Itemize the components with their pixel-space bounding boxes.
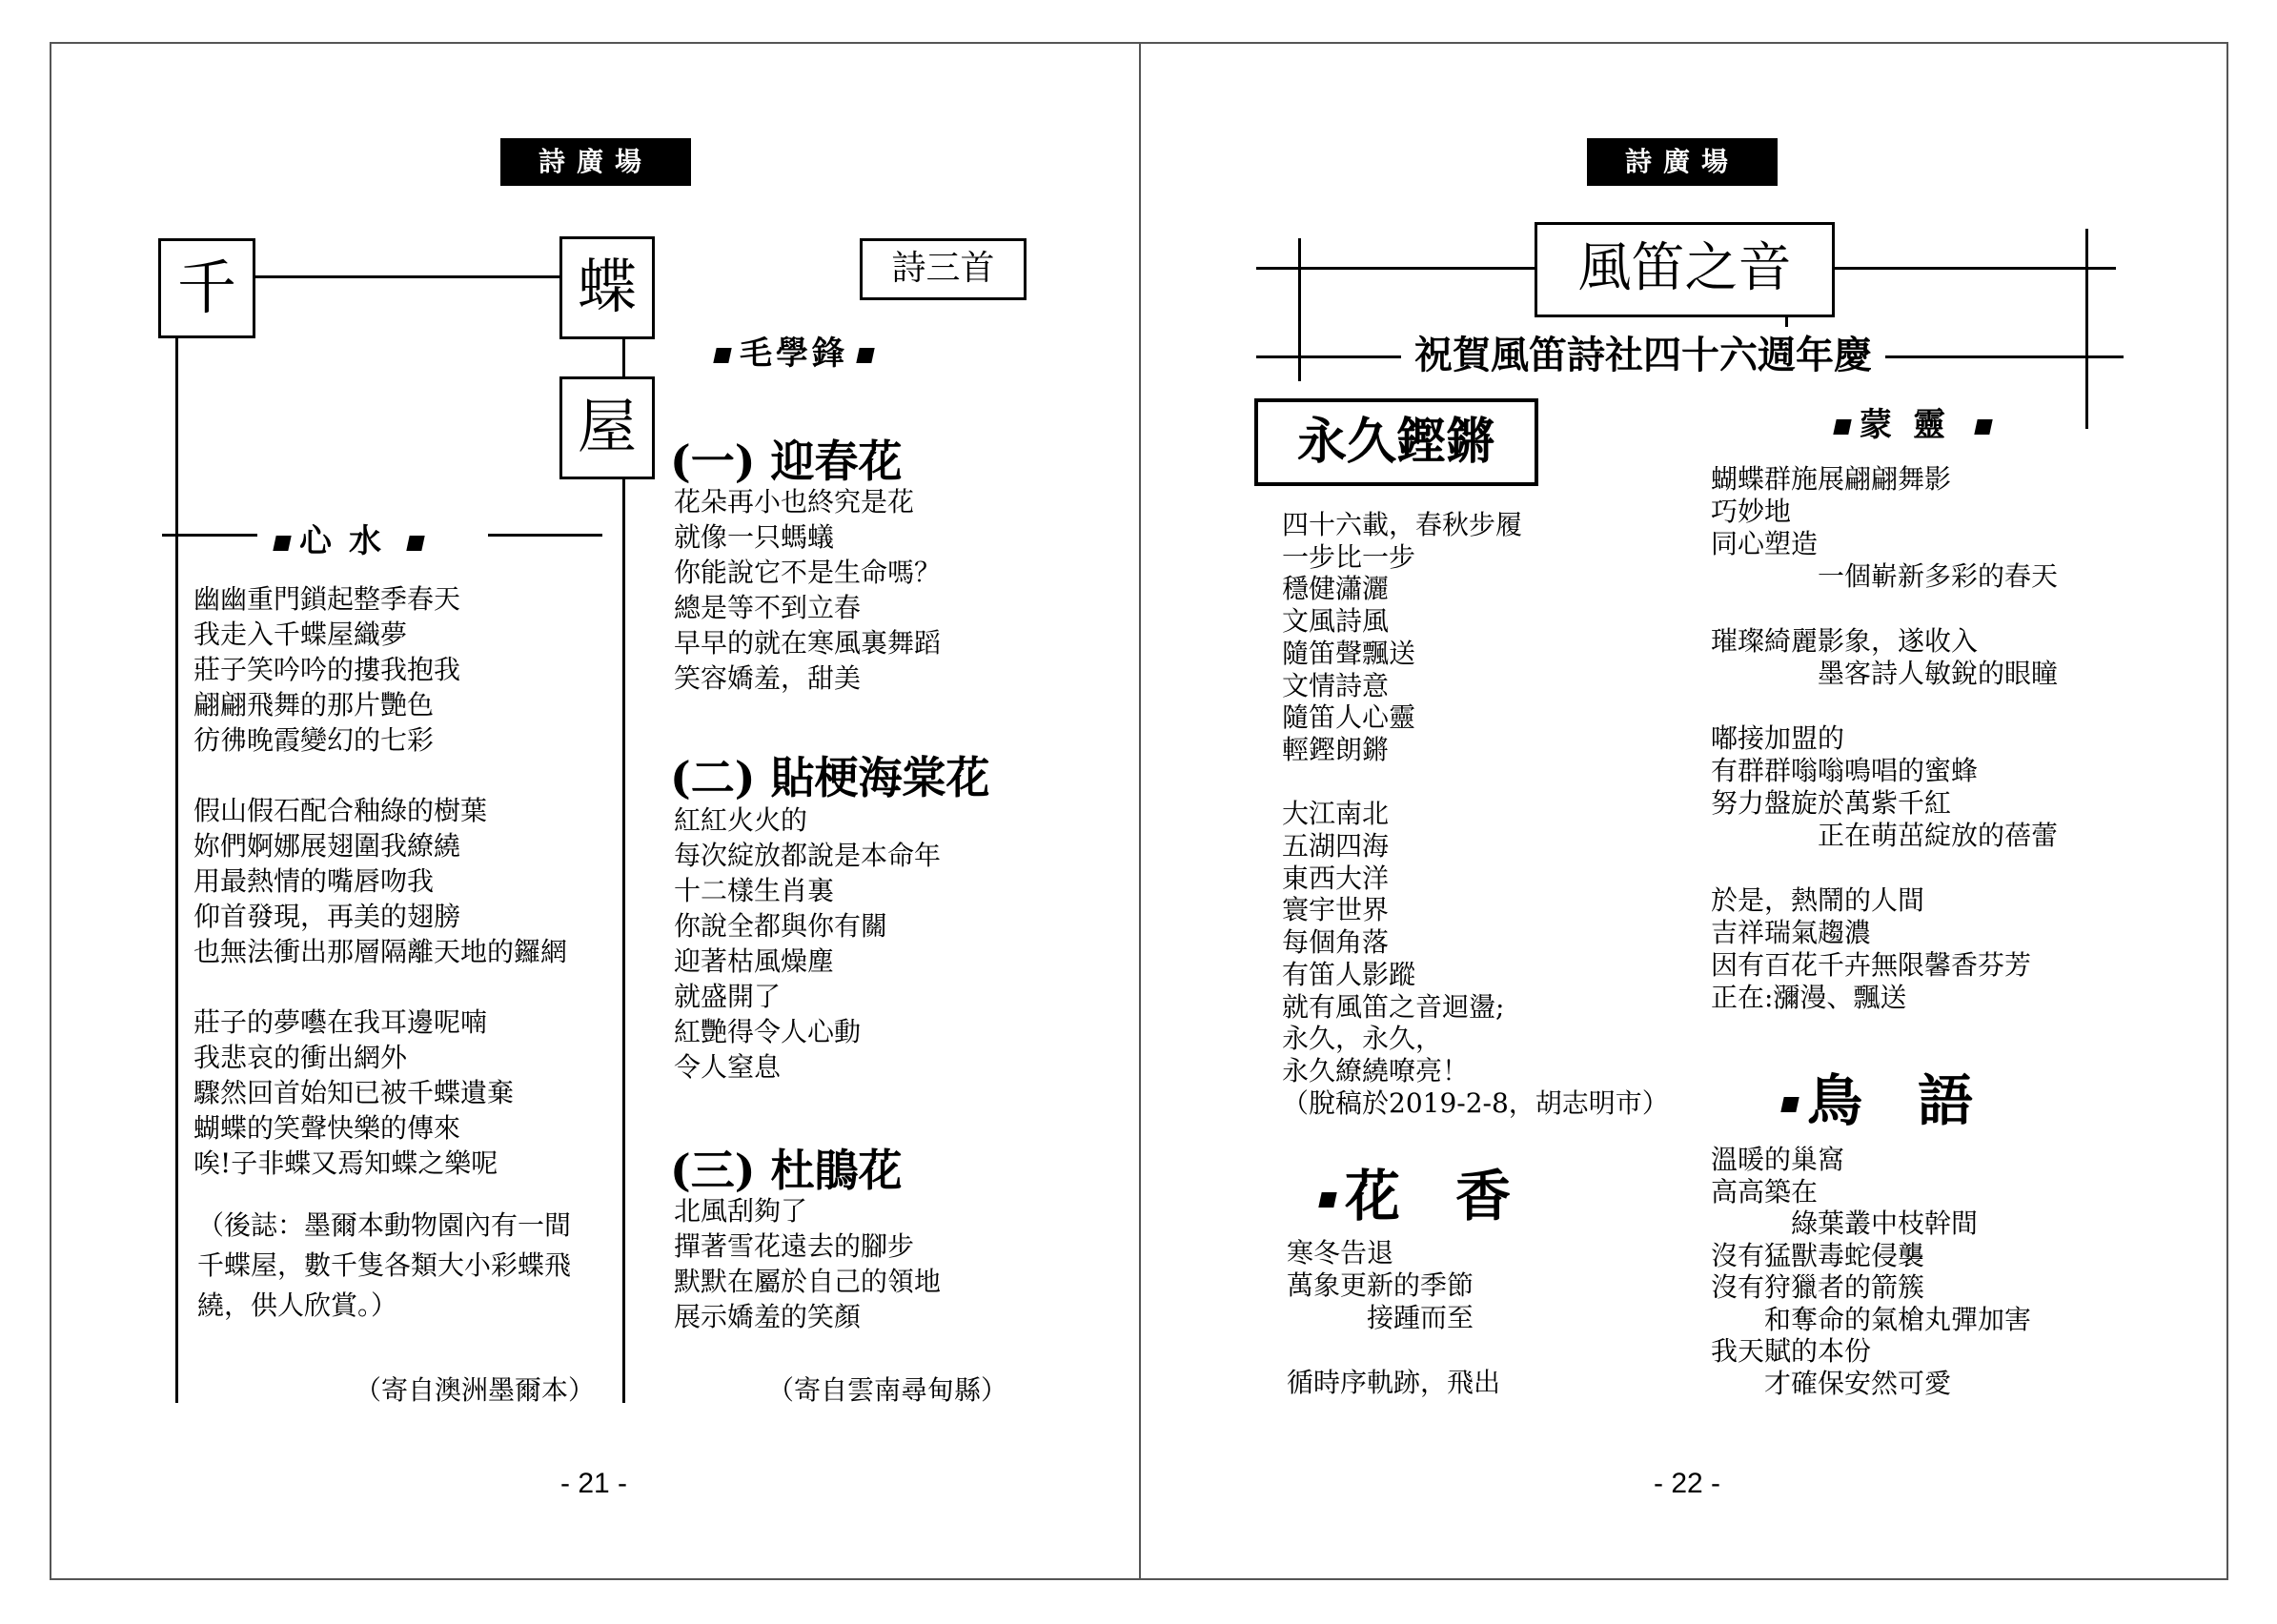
poem-line: 接踵而至: [1287, 1302, 1474, 1333]
poem-line: 每次綻放都說是本命年: [674, 840, 942, 871]
poem-line: 才確保安然可愛: [1711, 1367, 1952, 1399]
poem-thousand-butterfly-house: [193, 581, 567, 1181]
poem-line: 綠葉叢中枝幹間: [1711, 1208, 1979, 1239]
poem-winter-jasmine: [674, 484, 941, 696]
poem-line: [193, 969, 567, 1005]
poem-flower-fragrance: [1287, 1237, 1500, 1399]
poem-line: 用最熱情的嘴唇吻我: [193, 865, 435, 897]
author-xinshui: 心水: [265, 515, 433, 561]
poem-line: 紅艷得令人心動: [674, 1016, 862, 1047]
poem-line: 驟然回首始知已被千蝶遺棄: [193, 1077, 515, 1108]
poem-line: 有笛人影蹤: [1282, 958, 1416, 990]
poem-line: 循時序軌跡，飛出: [1287, 1367, 1501, 1398]
poem-line: 莊子的夢囈在我耳邊呢喃: [193, 1006, 488, 1038]
poem-line: 蝴蝶的笑聲快樂的傳來: [193, 1112, 461, 1144]
poem-line: 每個角落: [1282, 926, 1390, 959]
source-yunnan: （寄自雲南尋甸縣）: [767, 1374, 1008, 1406]
poem-line: 努力盤旋於萬紫千紅: [1711, 787, 1952, 819]
poem-line: 十二樣生肖裏: [674, 875, 835, 906]
square-bullet-icon: [1780, 1097, 1799, 1112]
poem-line: 默默在屬於自己的領地: [674, 1266, 942, 1297]
poem-line: 璀璨綺麗影象，遂收入: [1711, 625, 1979, 657]
poem-line: 令人窒息: [674, 1051, 782, 1083]
title-char-box-1: 千: [158, 238, 255, 338]
source-melbourne: （寄自澳洲墨爾本）: [355, 1374, 596, 1406]
poem-line: 你說全都與你有關: [674, 910, 888, 942]
poem-flower-fragrance-continued: [1711, 463, 2058, 1014]
poem-title-3: (三) 杜鵑花: [670, 1145, 903, 1196]
poem-forever-resonant: [1282, 509, 1669, 1119]
poem-line: 和奪命的氣槍丸彈加害: [1711, 1303, 2032, 1335]
poem-line: 永久，永久，: [1282, 1023, 1443, 1055]
poem-line: [1287, 1334, 1500, 1367]
poem-line: 五湖四海: [1282, 830, 1390, 863]
left-header-badge: 詩廣場: [500, 138, 691, 186]
poem-line: 萬象更新的季節: [1287, 1269, 1474, 1301]
poem-line: 我悲哀的衝出網外: [193, 1042, 408, 1073]
poem-line: 文風詩風: [1282, 605, 1390, 638]
poem-flowering-quince: [674, 802, 941, 1085]
poem-line: 你能說它不是生命嗎？: [674, 557, 942, 588]
poem-azalea: [674, 1193, 941, 1334]
series-title-box: 詩三首: [860, 238, 1027, 300]
spine-divider: [1139, 42, 1141, 1580]
poem-line: 展示嬌羞的笑顏: [674, 1301, 862, 1332]
poem-line: 莊子笑吟吟的摟我抱我: [193, 654, 461, 685]
poem-line: [193, 758, 567, 793]
poem-line: 幽幽重門鎖起整季春天: [193, 583, 461, 615]
square-bullet-icon: [1318, 1192, 1336, 1208]
poem-line: 有群群嗡嗡鳴唱的蜜蜂: [1711, 755, 1979, 786]
square-bullet-icon: [856, 348, 874, 363]
poem-line: 仰首發現，再美的翅膀: [193, 901, 461, 932]
poem-line: 迎著枯風燥塵: [674, 945, 835, 977]
poem-line: 同心塑造: [1711, 528, 1819, 559]
main-title-box: 風笛之音: [1535, 222, 1835, 317]
poem-line: （後誌：墨爾本動物園內有一間: [197, 1209, 572, 1241]
poem-line: 千蝶屋，數千隻各類大小彩蝶飛: [197, 1249, 572, 1281]
poem-line: 繞，供人欣賞。）: [197, 1289, 398, 1321]
poem-line: （脫稿於2019-2-8，胡志明市）: [1282, 1086, 1669, 1119]
poem-line: 寰宇世界: [1282, 894, 1390, 926]
poem-line: 一步比一步: [1282, 540, 1416, 573]
poem-title-bird-song: 鳥 語: [1773, 1056, 1973, 1136]
square-bullet-icon: [713, 348, 731, 363]
square-bullet-icon: [1833, 419, 1851, 435]
poem-line: 就有風笛之音迴盪;: [1282, 990, 1505, 1023]
right-header-badge: 詩廣場: [1587, 138, 1778, 186]
poem-line: 就盛開了: [674, 981, 782, 1012]
poem-line: 因有百花千卉無限馨香芬芳: [1711, 949, 2032, 981]
poem-line: 巧妙地: [1711, 496, 1792, 527]
poem-afterword-note: [197, 1206, 571, 1326]
poem-line: [1282, 766, 1669, 799]
poem-line: 東西大洋: [1282, 862, 1390, 894]
poem-title-2: (二) 貼梗海棠花: [670, 752, 990, 803]
poem-line: 撣著雪花遠去的腳步: [674, 1230, 915, 1262]
poem-line: 墨客詩人敏銳的眼瞳: [1711, 658, 2059, 689]
center-vertical-rule: [622, 477, 625, 1403]
title-connector-line: [253, 275, 562, 278]
poem-line: 翩翩飛舞的那片艷色: [193, 689, 435, 721]
poem-line: 沒有猛獸毒蛇侵襲: [1711, 1239, 1925, 1271]
poem-line: 嘟接加盟的: [1711, 722, 1845, 754]
poem-line: 穩健瀟灑: [1282, 573, 1390, 605]
poem-bird-song: [1711, 1144, 2031, 1399]
poem-line: 我走入千蝶屋織夢: [193, 619, 408, 650]
poem-line: 高高築在: [1711, 1175, 1819, 1208]
poem-line: 正在:瀰漫、飄送: [1711, 982, 1907, 1013]
title-char-box-2: 蝶: [559, 236, 655, 339]
poem-line: 於是，熱鬧的人間: [1711, 884, 1925, 916]
poem-title-box-forever: 永久鏗鏘: [1254, 398, 1538, 486]
poem-line: 總是等不到立春: [674, 592, 862, 623]
poem-line: [1711, 852, 2058, 884]
title-rule-v3: [2085, 229, 2088, 429]
author-mao-xuefeng: 毛學鋒: [705, 327, 883, 374]
poem-line: 我天賦的本份: [1711, 1335, 1872, 1367]
poem-line: 假山假石配合釉綠的樹葉: [193, 795, 488, 826]
poem-line: 彷彿晚霞變幻的七彩: [193, 724, 435, 756]
square-bullet-icon: [1974, 419, 1992, 435]
title-rule-v1: [1298, 238, 1301, 381]
poem-line: 正在萌茁綻放的蓓蕾: [1711, 820, 2059, 851]
poem-line: 永久繚繞嘹亮！: [1282, 1054, 1470, 1086]
poem-line: 妳們婀娜展翅圍我繚繞: [193, 830, 461, 862]
poem-line: 花朵再小也終究是花: [674, 486, 915, 518]
poem-line: 吉祥瑞氣趨濃: [1711, 917, 1872, 948]
page-number-right: - 22 -: [1654, 1468, 1721, 1499]
poem-line: 唉!子非蝶又焉知蝶之樂呢: [193, 1147, 498, 1179]
connector-line-short: [622, 338, 625, 378]
poem-title-flower-fragrance: 花 香: [1311, 1151, 1511, 1231]
author-rule-right: [488, 534, 602, 537]
author-meng-ling: 蒙靈: [1825, 398, 2001, 445]
poem-title-1: (一) 迎春花: [670, 436, 903, 487]
poem-line: 四十六載，春秋步履: [1282, 509, 1523, 540]
poem-line: 早早的就在寒風裏舞蹈: [674, 627, 942, 659]
poem-line: 大江南北: [1282, 798, 1390, 830]
square-bullet-icon: [273, 536, 291, 551]
poem-line: 一個嶄新多彩的春天: [1711, 560, 2059, 592]
poem-line: 也無法衝出那層隔離天地的鑼網: [193, 936, 568, 967]
title-char-box-3: 屋: [559, 376, 655, 479]
poem-line: 紅紅火火的: [674, 804, 808, 836]
poem-line: 輕鏗朗鏘: [1282, 733, 1390, 765]
left-vertical-rule: [175, 335, 178, 1403]
page-number-left: - 21 -: [560, 1468, 628, 1499]
subtitle: 祝賀風笛詩社四十六週年慶: [1401, 327, 1885, 384]
poem-line: 寒冬告退: [1287, 1237, 1394, 1269]
poem-line: [1711, 593, 2058, 625]
poem-line: 溫暖的巢窩: [1711, 1144, 1845, 1175]
author-rule-left: [162, 534, 257, 537]
poem-line: 就像一只螞蟻: [674, 521, 835, 553]
poem-line: 隨笛聲飄送: [1282, 637, 1416, 669]
poem-line: 文情詩意: [1282, 669, 1390, 701]
poem-line: 笑容嬌羞，甜美: [674, 662, 862, 694]
poem-line: 隨笛人心靈: [1282, 701, 1416, 734]
poem-line: 沒有狩獵者的箭簇: [1711, 1271, 1925, 1303]
square-bullet-icon: [406, 536, 424, 551]
poem-line: 北風刮夠了: [674, 1195, 808, 1227]
poem-line: [1711, 690, 2058, 722]
poem-line: 蝴蝶群施展翩翩舞影: [1711, 463, 1952, 495]
